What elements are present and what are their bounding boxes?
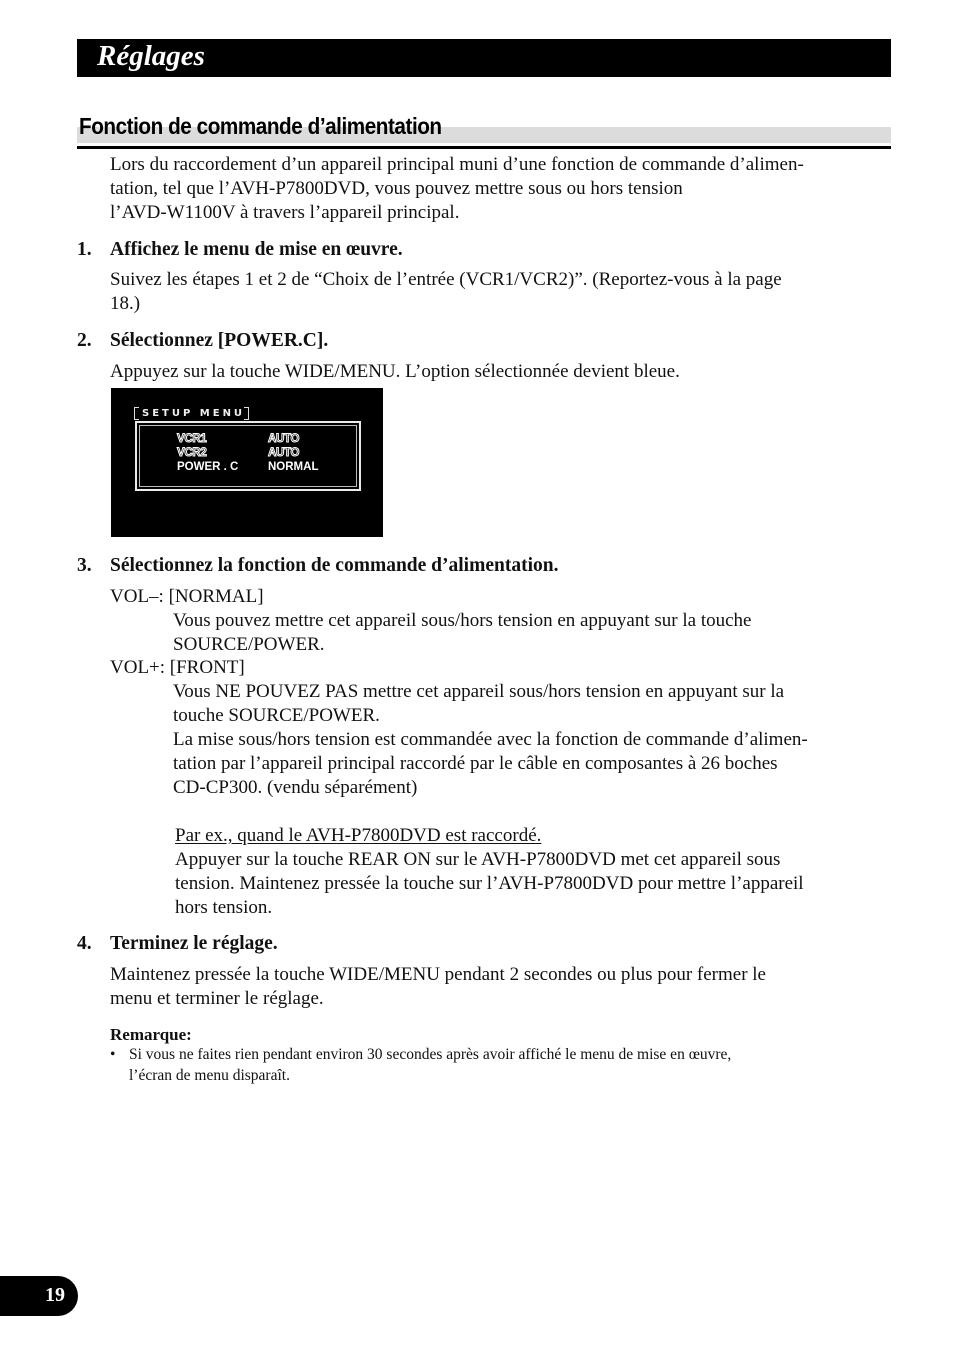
option-description: Vous pouvez mettre cet appareil sous/hors tension en appuyant sur la touche	[173, 610, 752, 631]
example-heading-text: Par ex., quand le AVH-P7800DVD est raccordé.	[175, 825, 542, 846]
intro-line: l’AVD-W1100V à travers l’appareil principal.	[110, 202, 460, 223]
option-description: tation par l’appareil principal raccordé par le câble en composantes à 26 boches	[173, 753, 778, 774]
menu-row-name: VCR1	[177, 433, 207, 445]
option-description: SOURCE/POWER.	[173, 634, 325, 655]
step-2-body: Appuyez sur la touche WIDE/MENU. L’option sélectionnée devient bleue.	[110, 361, 680, 382]
step-number: 3.	[77, 555, 92, 576]
section-title: Fonction de commande d’alimentation	[79, 113, 442, 139]
step-2-heading	[77, 329, 328, 353]
example-line: Appuyer sur la touche REAR ON sur le AVH-P7800DVD met cet appareil sous	[175, 849, 781, 870]
menu-row-name-selected: POWER . C	[177, 461, 239, 473]
menu-row-value: AUTO	[268, 433, 300, 445]
step-4-heading	[77, 932, 278, 956]
option-description: touche SOURCE/POWER.	[173, 705, 380, 726]
step-title: Affichez le menu de mise en œuvre.	[110, 239, 403, 260]
step-1-body: 18.)	[110, 293, 141, 314]
step-4-body: menu et terminer le réglage.	[110, 988, 324, 1009]
intro-line: Lors du raccordement d’un appareil principal muni d’une fonction de commande d’alimen-	[110, 154, 804, 175]
step-1-heading	[77, 238, 403, 262]
example-heading	[175, 824, 541, 848]
step-title: Sélectionnez [POWER.C].	[110, 330, 329, 351]
menu-row-value: AUTO	[268, 447, 300, 459]
example-line: tension. Maintenez pressée la touche sur l’AVH-P7800DVD pour mettre l’appareil	[175, 873, 804, 894]
step-number: 1.	[77, 239, 92, 260]
option-description: Vous NE POUVEZ PAS mettre cet appareil sous/hors tension en appuyant sur la	[173, 681, 785, 702]
menu-row-name: VCR2	[177, 447, 207, 459]
page-number: 19	[45, 1284, 65, 1306]
option-description: CD-CP300. (vendu séparément)	[173, 777, 418, 798]
option-label: VOL–: [NORMAL]	[110, 586, 264, 607]
chapter-title: Réglages	[97, 40, 205, 72]
setup-menu-screen	[111, 388, 383, 537]
remark-title: Remarque:	[110, 1025, 192, 1044]
option-description: La mise sous/hors tension est commandée avec la fonction de commande d’alimen-	[173, 729, 808, 750]
step-3-heading	[77, 554, 558, 578]
step-4-body: Maintenez pressée la touche WIDE/MENU pendant 2 secondes ou plus pour fermer le	[110, 964, 766, 985]
option-label: VOL+: [FRONT]	[110, 657, 245, 678]
menu-row-value-selected: NORMAL	[268, 461, 319, 473]
section-heading	[77, 110, 891, 149]
bracket-decoration	[244, 407, 249, 420]
step-title: Terminez le réglage.	[110, 933, 278, 954]
step-number: 2.	[77, 330, 92, 351]
step-number: 4.	[77, 933, 92, 954]
setup-menu-panel	[135, 421, 361, 491]
chapter-header	[77, 39, 891, 77]
remark-line: Si vous ne faites rien pendant environ 30 secondes après avoir affiché le menu de mise en œuvre,	[129, 1046, 732, 1063]
setup-menu-label: SETUP MENU	[142, 408, 246, 419]
remark-bullet: •	[110, 1046, 116, 1063]
example-line: hors tension.	[175, 897, 273, 918]
intro-line: tation, tel que l’AVH-P7800DVD, vous pouvez mettre sous ou hors tension	[110, 178, 683, 199]
page-number-tab	[0, 1276, 78, 1316]
remark-line: l’écran de menu disparaît.	[129, 1067, 290, 1084]
bracket-decoration	[134, 407, 139, 420]
step-title: Sélectionnez la fonction de commande d’alimentation.	[110, 555, 559, 576]
step-1-body: Suivez les étapes 1 et 2 de “Choix de l’entrée (VCR1/VCR2)”. (Reportez-vous à la page	[110, 269, 782, 290]
